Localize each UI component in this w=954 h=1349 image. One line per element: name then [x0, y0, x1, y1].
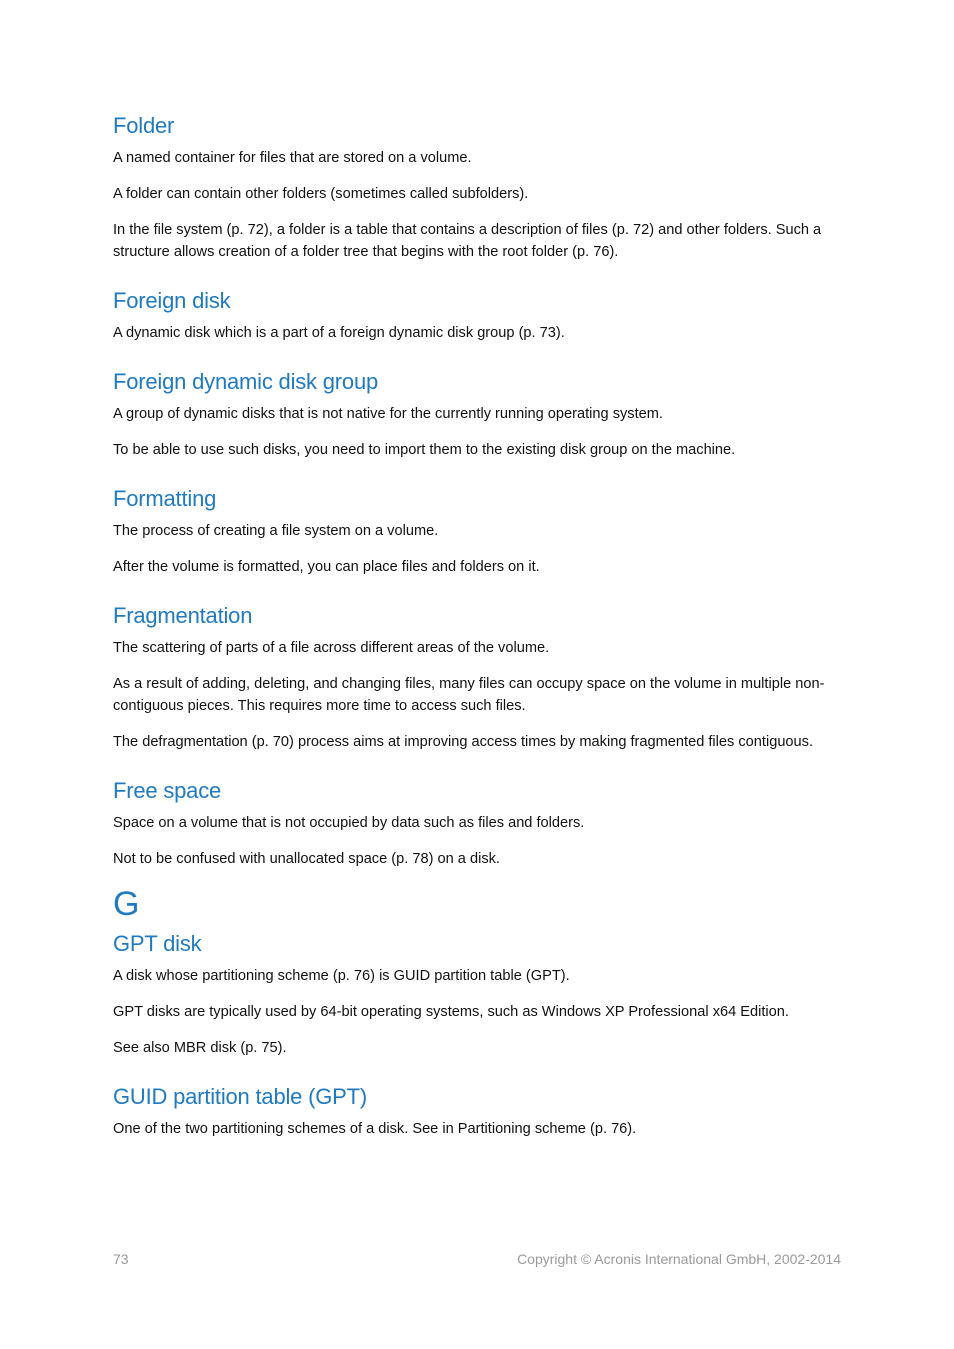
entry-paragraph: GPT disks are typically used by 64-bit operating systems, such as Windows XP Professional x64 Edition. [113, 1004, 789, 1020]
entry-title: Foreign dynamic disk group [113, 369, 379, 394]
entry-paragraph: The scattering of parts of a file across different areas of the volume. [113, 640, 550, 656]
entry-paragraph: The process of creating a file system on a volume. [113, 523, 439, 539]
glossary-entry-guid-partition-table [113, 1083, 843, 1140]
entry-paragraph: Space on a volume that is not occupied by data such as files and folders. [113, 815, 585, 831]
glossary-entry-foreign-dynamic-disk-group [113, 368, 843, 461]
entry-paragraph: A folder can contain other folders (sometimes called subfolders). [113, 186, 529, 202]
entry-paragraph: In the file system (p. 72), a folder is a table that contains a description of files (p. 72) and other folders. Such a structure allows creation of a folder tree that begins with the root folder (p. 76). [113, 222, 822, 260]
glossary-entry-folder [113, 112, 843, 263]
entry-paragraph: After the volume is formatted, you can place files and folders on it. [113, 559, 540, 575]
entry-paragraph: A group of dynamic disks that is not native for the currently running operating system. [113, 406, 663, 422]
glossary-entry-gpt-disk [113, 930, 843, 1059]
entry-title: GPT disk [113, 931, 202, 956]
page-number: 73 [113, 1251, 129, 1267]
glossary-page [113, 112, 843, 1154]
section-letter-g: G [113, 885, 140, 923]
entry-paragraph: A named container for files that are stored on a volume. [113, 150, 472, 166]
entry-paragraph: A disk whose partitioning scheme (p. 76) is GUID partition table (GPT). [113, 968, 570, 984]
entry-title: Folder [113, 113, 175, 138]
entry-title: Fragmentation [113, 603, 253, 628]
entry-paragraph: One of the two partitioning schemes of a disk. See in Partitioning scheme (p. 76). [113, 1121, 637, 1137]
page-footer [113, 1251, 841, 1267]
entry-paragraph: See also MBR disk (p. 75). [113, 1040, 287, 1056]
entry-title: Formatting [113, 486, 217, 511]
entry-paragraph: The defragmentation (p. 70) process aims at improving access times by making fragmented files contiguous. [113, 734, 814, 750]
entry-paragraph: Not to be confused with unallocated space (p. 78) on a disk. [113, 851, 500, 867]
entry-title: Foreign disk [113, 288, 231, 313]
glossary-entry-foreign-disk [113, 287, 843, 344]
entry-title: GUID partition table (GPT) [113, 1084, 367, 1109]
entry-paragraph: A dynamic disk which is a part of a foreign dynamic disk group (p. 73). [113, 325, 565, 341]
entry-paragraph: As a result of adding, deleting, and changing files, many files can occupy space on the volume in multiple non-contiguous pieces. This requires more time to access such files. [113, 676, 825, 714]
glossary-entry-free-space [113, 777, 843, 870]
glossary-entry-formatting [113, 485, 843, 578]
entry-title: Free space [113, 778, 222, 803]
glossary-entry-fragmentation [113, 602, 843, 753]
copyright-notice: Copyright © Acronis International GmbH, 2002-2014 [517, 1251, 841, 1267]
entry-paragraph: To be able to use such disks, you need to import them to the existing disk group on the machine. [113, 442, 736, 458]
